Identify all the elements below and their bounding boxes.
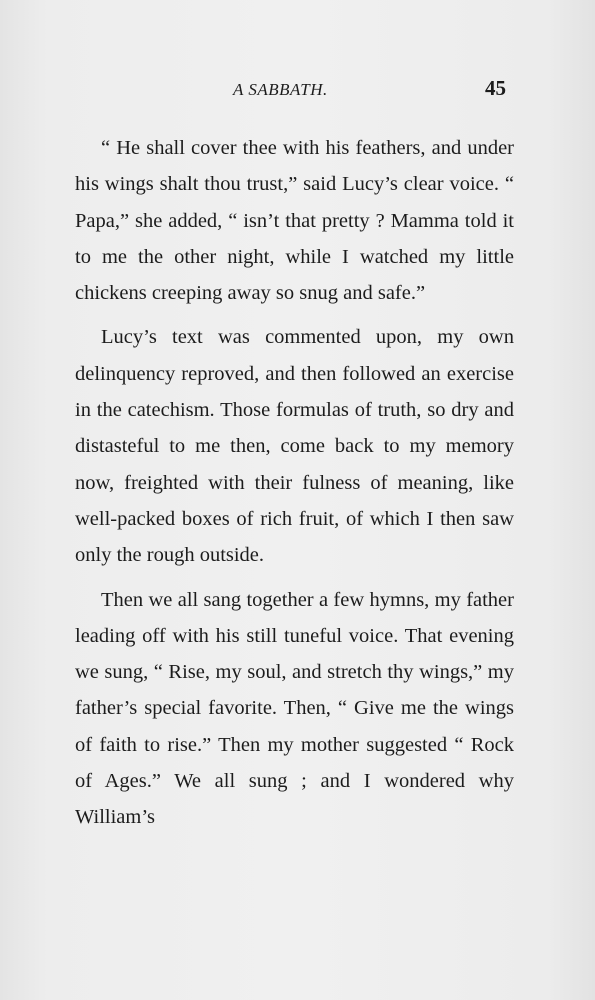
page-header — [0, 76, 595, 106]
page-number: 45 — [485, 76, 506, 100]
paragraph-1: “ He shall cover thee with his feathers, and under his wings shalt thou trust,” said Lucy’s clear voice. “ Papa,” she added, “ isn’t that pretty ? Mamma told it to me the other night, while I watched my little chickens creeping away so snug and safe.” — [75, 137, 514, 305]
paragraph-3: Then we all sang together a few hymns, my father leading off with his still tuneful voice. That evening we sung, “ Rise, my soul, and stretch thy wings,” my father’s special favorite. Then, “ Give me the wings of faith to rise.” Then my mother suggested “ Rock of Ages.” We all sung ; and I wondered why William’s — [75, 588, 514, 829]
paragraph-2: Lucy’s text was commented upon, my own delinquency reproved, and then followed an exercise in the catechism. Those formulas of truth, so dry and distasteful to me then, come back to my memory now, freighted with their fulness of meaning, like well-packed boxes of rich fruit, of which I then saw only the rough outside. — [75, 326, 514, 567]
running-head: A SABBATH. — [233, 80, 328, 99]
body-text — [75, 130, 514, 844]
